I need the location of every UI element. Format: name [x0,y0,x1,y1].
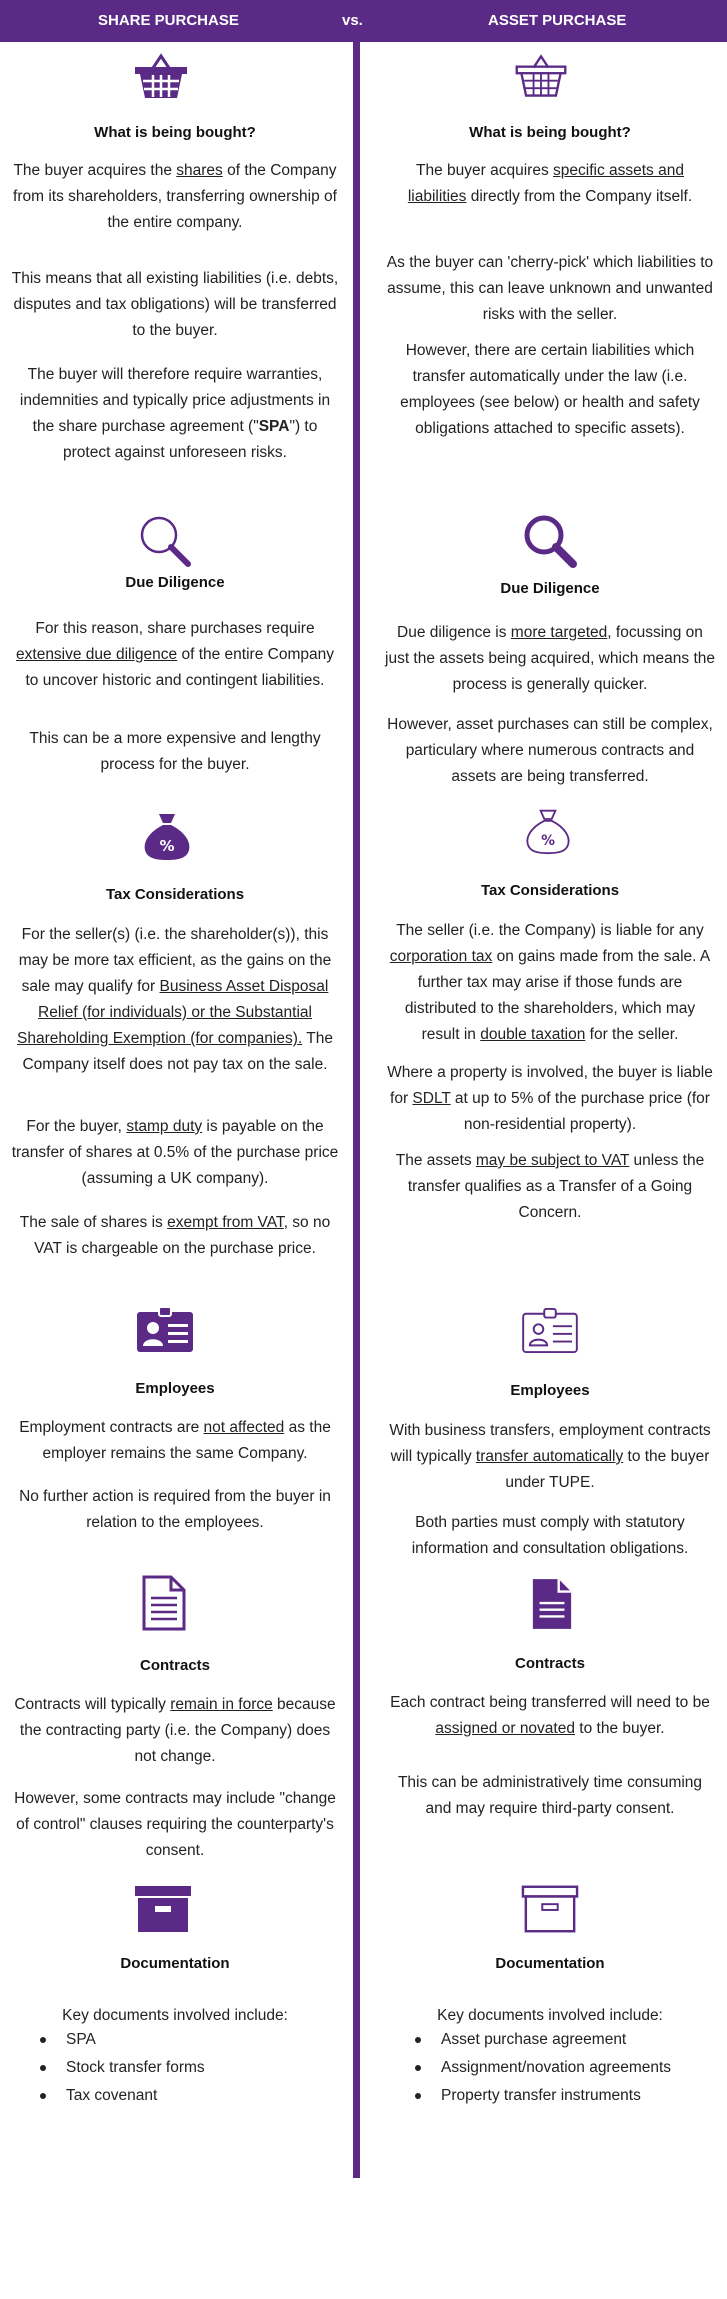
id-badge-icon [521,1308,579,1354]
paragraph [10,1114,340,1192]
text: The buyer will therefore require warranties, indemnities and typically price adjustments in the share purchase agreement (" [19,366,331,435]
paragraph [10,1415,340,1467]
section-title: Employees [510,1382,590,1399]
text: to the buyer under TUPE. [505,1448,710,1491]
paragraph [385,1060,715,1138]
paragraph [10,362,340,466]
text: Each contract being transferred will need to be [390,1694,710,1711]
section-title: Due Diligence [500,580,600,597]
underlined-term: not affected [203,1419,285,1436]
text: , focussing on just the assets being acquired, which means the process is generally quicker. [385,624,715,693]
section-title: What is being bought? [469,124,631,141]
documents-list [38,2026,338,2110]
basket-icon [131,52,191,102]
text: , so no VAT is chargeable on the purchase price. [34,1214,331,1257]
list-item: Tax covenant [38,2082,338,2110]
paragraph [385,1418,715,1496]
underlined-term: SDLT [412,1090,451,1107]
text: for the seller. [585,1026,679,1043]
underlined-term: double taxation [480,1026,586,1043]
text: Due diligence is [397,624,511,641]
underlined-term: exempt from VAT [167,1214,284,1231]
text: ") to protect against unforeseen risks. [62,418,318,461]
section-title: What is being bought? [94,124,256,141]
versus-label: vs. [342,12,363,29]
text: to the buyer. [574,1720,665,1737]
paragraph: However, asset purchases can still be complex, particulary where numerous contracts and assets are being transferred. [387,716,713,785]
underlined-term: remain in force [170,1696,273,1713]
section-title: Employees [135,1380,215,1397]
paragraph: No further action is required from the buyer in relation to the employees. [19,1488,331,1531]
paragraph: Both parties must comply with statutory information and consultation obligations. [411,1514,689,1557]
text: Employment contracts are [19,1419,204,1436]
text: as the employer remains the same Company. [42,1419,331,1462]
svg-text:%: % [541,832,555,849]
column-divider [353,42,360,2178]
underlined-term: transfer automatically [475,1448,624,1465]
list-item: Property transfer instruments [413,2082,713,2110]
paragraph [10,158,340,236]
paragraph [385,918,715,1048]
text: The buyer acquires the [13,162,177,179]
section-title: Contracts [139,1657,210,1674]
text: The Company itself does not pay tax on the sale. [22,1030,333,1073]
underlined-term: assigned or novated [435,1720,575,1737]
text: unless the transfer qualifies as a Transfer of a Going Concern. [407,1152,705,1221]
text: because the contracting party (i.e. the Company) does not change. [19,1696,336,1765]
text: The seller (i.e. the Company) is liable for any [396,922,704,939]
money-bag-icon [524,806,572,856]
paragraph [385,620,715,698]
documents-intro: Key documents involved include: [62,2007,288,2024]
magnifier-icon [136,512,196,572]
paragraph [10,616,340,694]
text: of the entire Company to uncover historic and contingent liabilities. [25,646,334,689]
svg-text:%: % [159,837,175,855]
section-title: Tax Considerations [480,882,620,899]
paragraph [10,922,340,1078]
text: The sale of shares is [19,1214,168,1231]
archive-box-icon [521,1884,579,1934]
underlined-term: more targeted [510,624,608,641]
section-title: Documentation [495,1955,605,1972]
paragraph [10,1210,340,1262]
text: directly from the Company itself. [466,188,693,205]
documents-intro: Key documents involved include: [437,2007,663,2024]
share-purchase-heading: SHARE PURCHASE [98,12,239,29]
text: of the Company from its shareholders, transferring ownership of the entire company. [13,162,337,231]
section-title: Tax Considerations [105,886,245,903]
text: is payable on the transfer of shares at 0.5% of the purchase price (assuming a UK company). [11,1118,339,1187]
paragraph [385,158,715,210]
bold-term: SPA [258,418,290,435]
underlined-term: extensive due diligence [16,646,178,663]
text: Where a property is involved, the buyer is liable for [387,1064,713,1107]
asset-purchase-heading: ASSET PURCHASE [488,12,627,29]
document-icon [530,1576,574,1632]
paragraph [385,1148,715,1226]
underlined-term: specific assets and liabilities [407,162,684,205]
paragraph: This means that all existing liabilities (i.e. debts, disputes and tax obligations) will be transferred to the buyer. [11,270,339,339]
paragraph: However, some contracts may include "change of control" clauses requiring the counterparty's consent. [14,1790,336,1859]
id-badge-icon [135,1306,195,1354]
share-purchase-column [10,0,340,2299]
list-item: Assignment/novation agreements [413,2054,713,2082]
text: For this reason, share purchases require [35,620,315,637]
text: on gains made from the sale. A further tax may arise if those funds are distributed to the shareholders, which may result in [404,948,711,1043]
section-title: Due Diligence [125,574,225,591]
paragraph [10,1692,340,1770]
basket-icon [513,52,569,100]
text: at up to 5% of the purchase price (for non-residential property). [450,1090,710,1133]
paragraph: This can be administratively time consuming and may require third-party consent. [397,1774,703,1817]
money-bag-icon [141,810,193,862]
section-title: Contracts [514,1655,585,1672]
section-title: Documentation [120,1955,230,1972]
underlined-term: may be subject to VAT [475,1152,630,1169]
underlined-term: stamp duty [126,1118,203,1135]
asset-purchase-column [385,0,715,2299]
paragraph: As the buyer can 'cherry-pick' which liabilities to assume, this can leave unknown and unwanted risks with the seller. [386,254,714,323]
list-item: Asset purchase agreement [413,2026,713,2054]
text: For the buyer, [26,1118,127,1135]
text: With business transfers, employment contracts will typically [389,1422,711,1465]
text: For the seller(s) (i.e. the shareholder(s)), this may be more tax efficient, as the gains on the sale may qualify for [18,926,332,995]
list-item: Stock transfer forms [38,2054,338,2082]
list-item: SPA [38,2026,338,2054]
paragraph [385,1690,715,1742]
text: Contracts will typically [14,1696,171,1713]
text: The assets [395,1152,476,1169]
underlined-term: corporation tax [389,948,493,965]
paragraph: This can be a more expensive and lengthy process for the buyer. [29,730,321,773]
archive-box-icon [133,1884,193,1934]
paragraph: However, there are certain liabilities which transfer automatically under the law (i.e. employees (see below) or health and safety obligations attached to specific assets). [400,342,700,437]
documents-list [413,2026,713,2110]
text: The buyer acquires [416,162,554,179]
underlined-term: shares [176,162,223,179]
underlined-term: Business Asset Disposal Relief (for individuals) or the Substantial Shareholding Exemption (for companies). [17,978,329,1047]
document-icon [141,1574,187,1632]
magnifier-icon [521,512,581,572]
